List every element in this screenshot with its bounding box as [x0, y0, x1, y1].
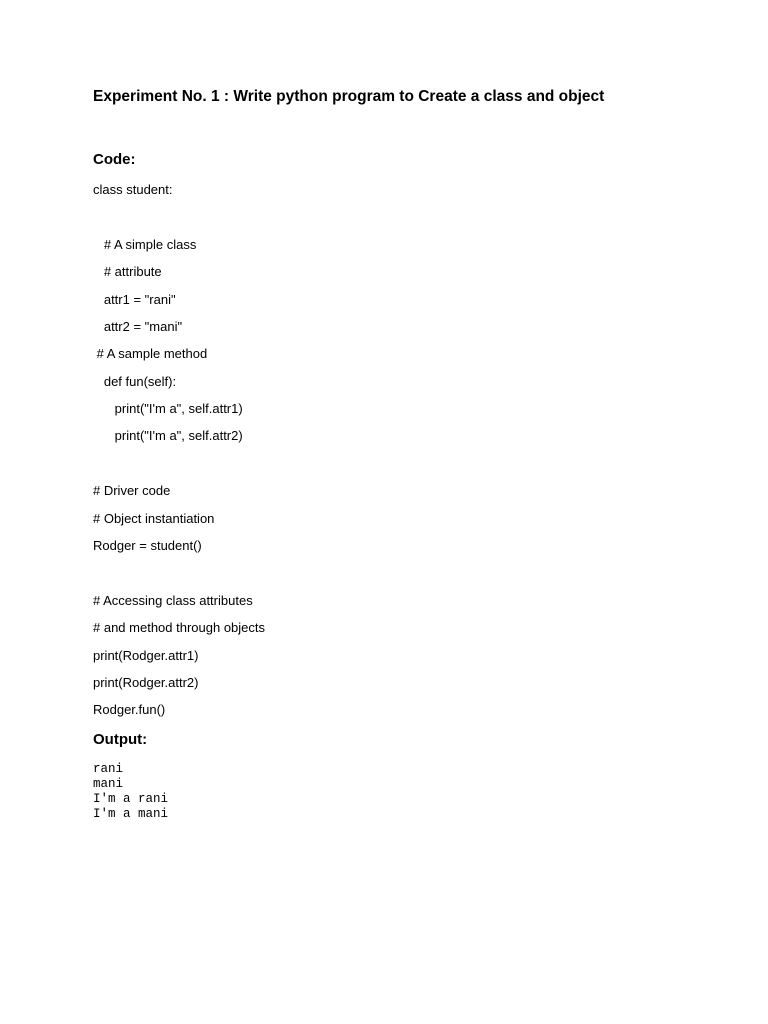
code-line: def fun(self): [93, 374, 177, 389]
code-line: print("I'm a", self.attr1) [93, 401, 243, 416]
code-line: print(Rodger.attr2) [93, 675, 199, 690]
code-line: # and method through objects [93, 620, 266, 635]
output-line: I'm a rani [93, 792, 169, 806]
code-line: # A sample method [93, 346, 208, 361]
output-block [93, 762, 168, 822]
code-line: print(Rodger.attr1) [93, 648, 199, 663]
code-line: # Accessing class attributes [93, 593, 253, 608]
code-line: Rodger = student() [93, 538, 202, 553]
output-line: mani [93, 777, 124, 791]
code-line: attr2 = "mani" [93, 319, 183, 334]
code-line: class student: [93, 182, 173, 197]
code-line: attr1 = "rani" [93, 292, 176, 307]
output-line: I'm a mani [93, 807, 169, 821]
output-heading: Output: [93, 731, 148, 748]
code-heading: Code: [93, 151, 136, 168]
code-line: # Driver code [93, 483, 171, 498]
page-title: Experiment No. 1 : Write python program to Create a class and object [93, 88, 605, 105]
code-line: # Object instantiation [93, 511, 215, 526]
code-line: # A simple class [93, 237, 197, 252]
code-line: print("I'm a", self.attr2) [93, 428, 243, 443]
code-line: # attribute [93, 264, 162, 279]
code-line: Rodger.fun() [93, 702, 166, 717]
output-line: rani [93, 762, 124, 776]
